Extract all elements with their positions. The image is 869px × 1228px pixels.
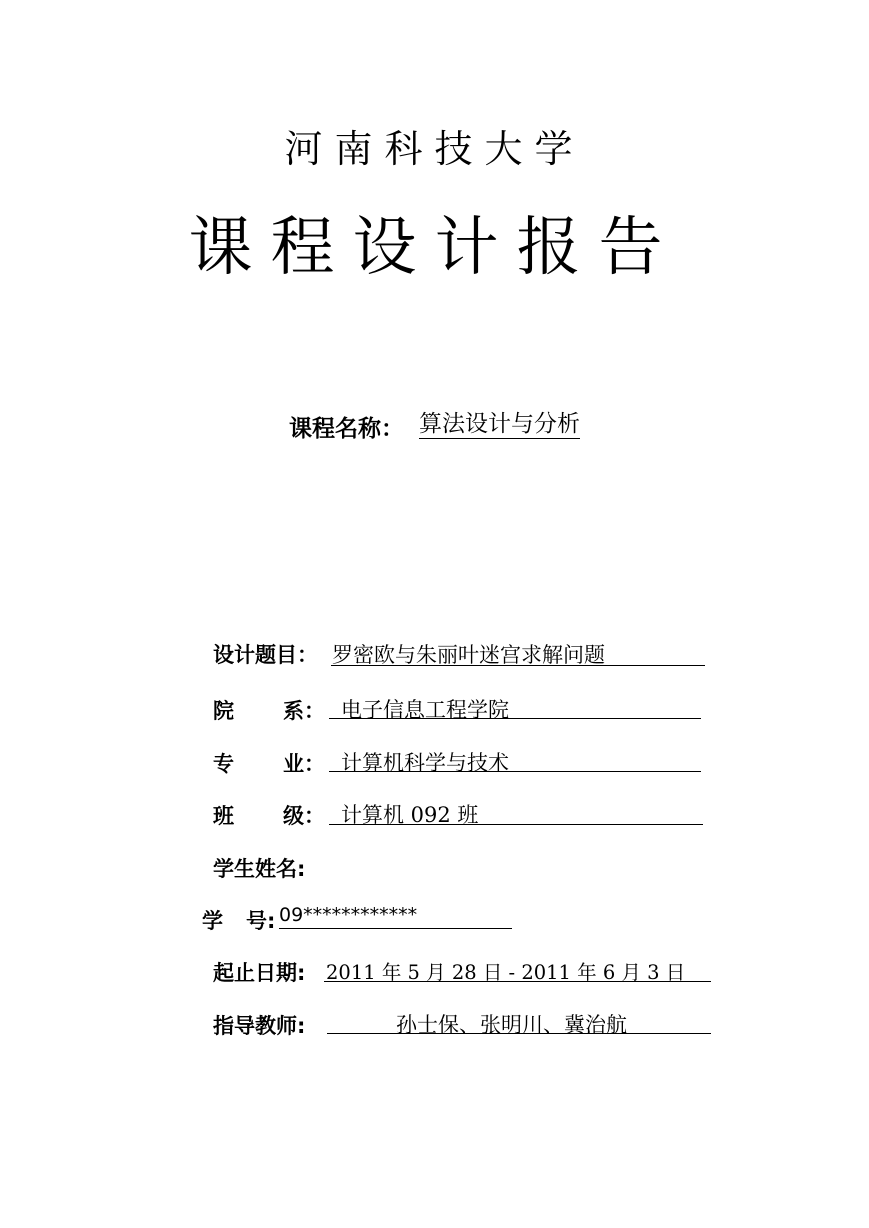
course-name-value: 算法设计与分析 <box>419 411 580 437</box>
advisor-label: 指导教师: <box>213 1014 306 1038</box>
department-label-1: 院 <box>213 699 234 723</box>
department-value: 电子信息工程学院 <box>341 698 509 722</box>
student-id-label-2: 号: <box>246 909 276 933</box>
topic-value: 罗密欧与朱丽叶迷宫求解问题 <box>332 643 605 667</box>
student-id-value: 09************ <box>279 904 418 926</box>
report-title: 课程设计报告 <box>188 211 681 285</box>
class-label-1: 班 <box>213 804 234 828</box>
university-name: 河南科技大学 <box>284 127 585 171</box>
major-value: 计算机科学与技术 <box>341 751 509 775</box>
major-label-2: 业： <box>283 752 325 776</box>
department-label-2: 系： <box>283 699 325 723</box>
class-label-2: 级： <box>283 804 325 828</box>
advisor-value: 孙士保、张明川、冀治航 <box>396 1013 627 1037</box>
class-value: 计算机 092 班 <box>341 803 479 827</box>
student-id-label-1: 学 <box>202 909 223 933</box>
dates-value: 2011 年 5 月 28 日 - 2011 年 6 月 3 日 <box>326 961 686 984</box>
student-name-label: 学生姓名: <box>213 857 306 881</box>
topic-label: 设计题目： <box>213 643 318 667</box>
course-name-label: 课程名称： <box>289 416 404 442</box>
dates-label: 起止日期: <box>213 961 306 985</box>
major-label-1: 专 <box>213 752 234 776</box>
